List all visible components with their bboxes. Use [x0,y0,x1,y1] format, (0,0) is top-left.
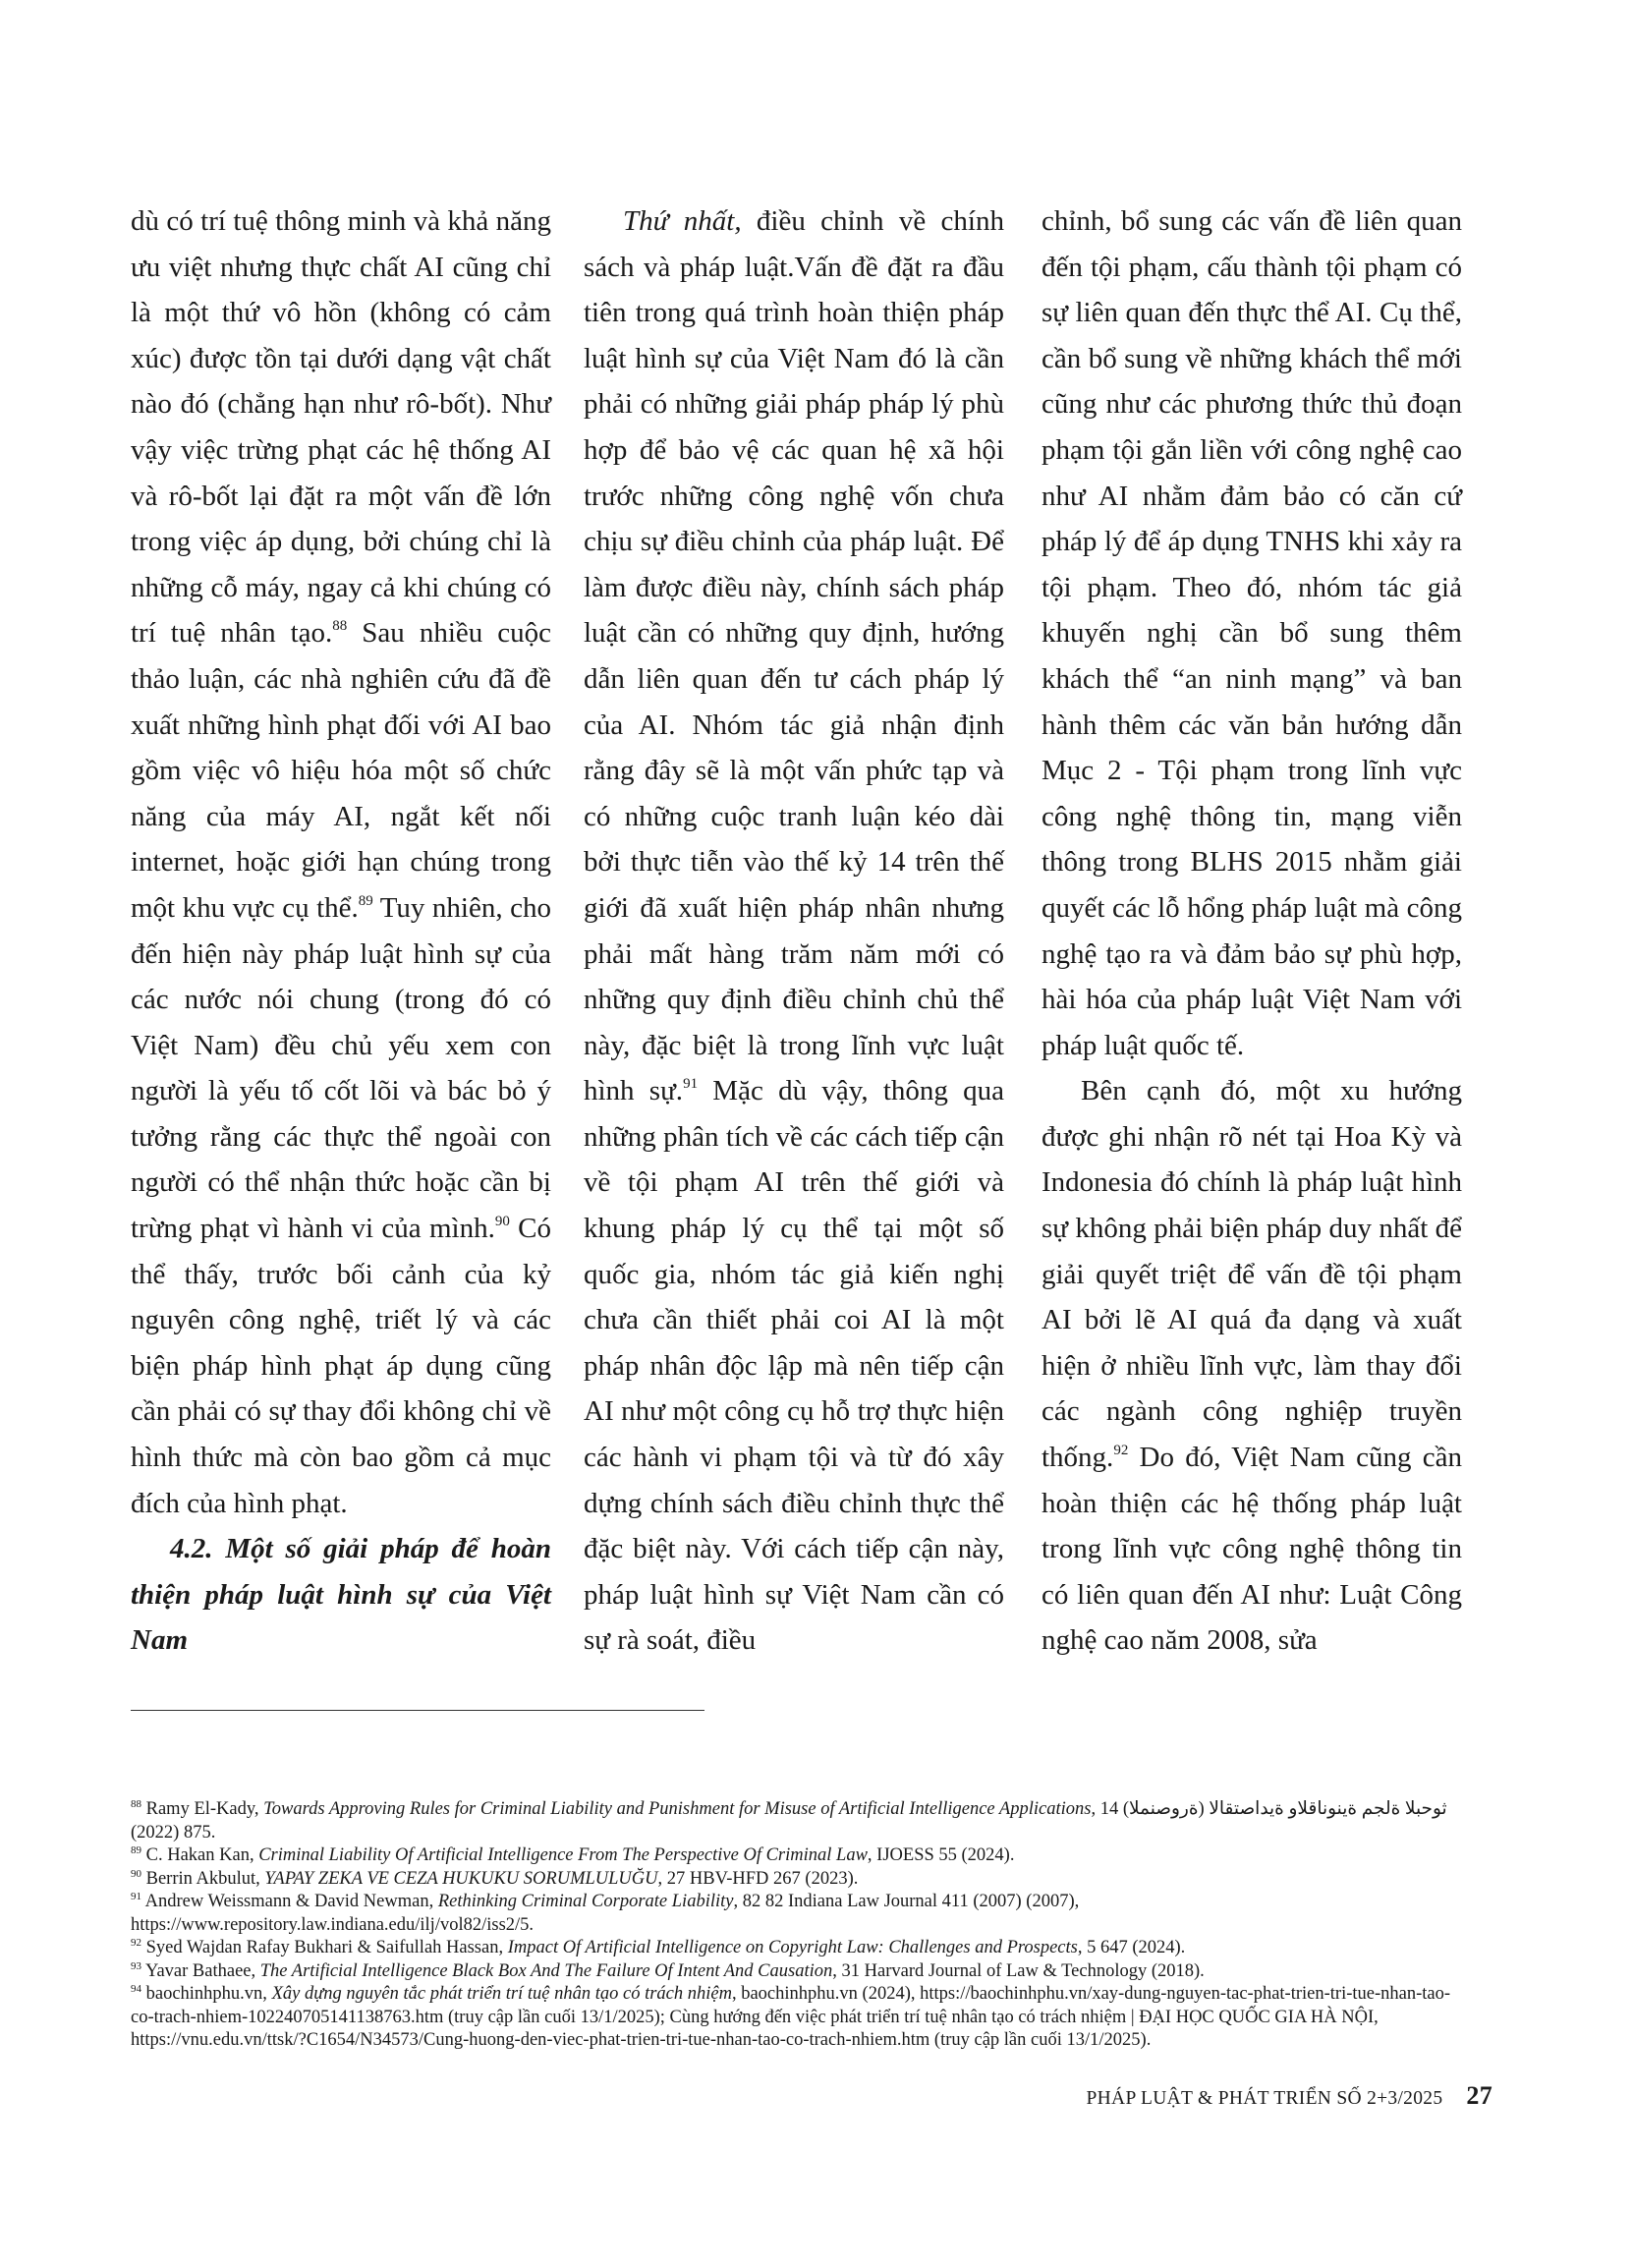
column-left [131,198,551,1664]
body-paragraph: dù có trí tuệ thông minh và khả năng ưu việt nhưng thực chất AI cũng chỉ là một thứ vô hồn (không có cảm xúc) được tồn tại dưới dạng vật chất nào đó (chẳng hạn như rô-bốt). Như vậy việc trừng phạt các hệ thống AI và rô-bốt lại đặt ra một vấn đề lớn trong việc áp dụng, bởi chúng chỉ là những cỗ máy, ngay cả khi chúng có trí tuệ nhân tạo.$^{88}$ Sau nhiều cuộc thảo luận, các nhà nghiên cứu đã đề xuất những hình phạt đối với AI bao gồm việc vô hiệu hóa một số chức năng của máy AI, ngắt kết nối internet, hoặc giới hạn chúng trong một khu vực cụ thể.$^{89}$ Tuy nhiên, cho đến hiện này pháp luật hình sự của các nước nói chung (trong đó có Việt Nam) đều chủ yếu xem con người là yếu tố cốt lõi và bác bỏ ý tưởng rằng các thực thể ngoài con người có thể nhận thức hoặc cần bị trừng phạt vì hành vi của mình.$^{90}$ Có thể thấy, trước bối cảnh của kỷ nguyên công nghệ, triết lý và các biện pháp hình phạt áp dụng cũng cần phải có sự thay đổi không chỉ về hình thức mà còn bao gồm cả mục đích của hình phạt. [131,205,552,1519]
body-paragraph: Thứ nhất, điều chỉnh về chính sách và pháp luật.Vấn đề đặt ra đầu tiên trong quá trình hoàn thiện pháp luật hình sự của Việt Nam đó là cần phải có những giải pháp pháp lý phù hợp để bảo vệ các quan hệ xã hội trước những công nghệ vốn chưa chịu sự điều chỉnh của pháp luật. Để làm được điều này, chính sách pháp luật cần có những quy định, hướng dẫn liên quan đến tư cách pháp lý của AI. Nhóm tác giả nhận định rằng đây sẽ là một vấn phức tạp và có những cuộc tranh luận kéo dài bởi thực tiễn vào thế kỷ 14 trên thế giới đã xuất hiện pháp nhân nhưng phải mất hàng trăm năm mới có những quy định điều chỉnh chủ thể này, đặc biệt là trong lĩnh vực luật hình sự.$^{91}$ Mặc dù vậy, thông qua những phân tích về các cách tiếp cận về tội phạm AI trên thế giới và khung pháp lý cụ thể tại một số quốc gia, nhóm tác giả kiến nghị chưa cần thiết phải coi AI là một pháp nhân độc lập mà nên tiếp cận AI như một công cụ hỗ trợ thực hiện các hành vi phạm tội và từ đó xây dựng chính sách điều chỉnh thực thể đặc biệt này. Với cách tiếp cận này, pháp luật hình sự Việt Nam cần có sự rà soát, điều [584,205,1004,1657]
footnote-divider [131,1710,704,1711]
column-right [1042,198,1462,1664]
footnote-89: $^{89}$ C. Hakan Kan, Criminal Liability Of Artificial Intelligence From The Perspective Of Criminal Law, IJOESS 55 (2024). [131,1844,1015,1865]
footnote-ref[interactable]: 91 [683,1076,699,1093]
footnote-ref[interactable]: 88 [332,618,348,635]
footnote-93: $^{93}$ Yavar Bathaee, The Artificial Intelligence Black Box And The Failure Of Intent And Causation, 31 Harvard Journal of Law & Technology (2018). [131,1959,1205,1981]
section-heading: 4.2. Một số giải pháp để hoàn thiện pháp luật hình sự của Việt Nam [131,1533,551,1657]
page-footer [1087,2081,1492,2111]
footnotes [131,1798,1470,2053]
footnote-ref[interactable]: 92 [1113,1443,1129,1459]
journal-name: PHÁP LUẬT & PHÁT TRIỂN SỐ 2+3/2025 [1086,2088,1443,2109]
footnote-ref[interactable]: 89 [358,892,373,909]
column-middle [584,198,1004,1664]
footnote-90: $^{90}$ Berrin Akbulut, YAPAY ZEKA VE CEZA HUKUKU SORUMLULUĞU, 27 HBV-HFD 267 (2023). [131,1867,859,1889]
footnote-92: $^{92}$ Syed Wajdan Rafay Bukhari & Saifullah Hassan, Impact Of Artificial Intelligence on Copyright Law: Challenges and Prospects, 5 647 (2024). [131,1937,1186,1957]
footnote-ref[interactable]: 90 [494,1214,510,1230]
lead-phrase: Thứ nhất, [623,205,742,237]
body-paragraph: chỉnh, bổ sung các vấn đề liên quan đến tội phạm, cấu thành tội phạm có sự liên quan đến thực thể AI. Cụ thể, cần bổ sung về những khách thể mới cũng như các phương thức thủ đoạn phạm tội gắn liền với công nghệ cao như AI nhằm đảm bảo có căn cứ pháp lý để áp dụng TNHS khi xảy ra tội phạm. Theo đó, nhóm tác giả khuyến nghị cần bổ sung thêm khách thể “an ninh mạng” và ban hành thêm các văn bản hướng dẫn Mục 2 - Tội phạm trong lĩnh vực công nghệ thông tin, mạng viễn thông trong BLHS 2015 nhằm giải quyết các lỗ hổng pháp luật mà công nghệ tạo ra và đảm bảo sự phù hợp, hài hóa của pháp luật Việt Nam với pháp luật quốc tế. [1042,205,1462,1061]
footnote-88: $^{88}$ Ramy El-Kady, Towards Approving Rules for Criminal Liability and Punishment for Misuse of Artificial Intelligence Applications, 14 ثوحبلا ةلجم ةينوناقلاو ةيداصتقالا (ةروصنملا) 875 (2022). [131,1798,1447,1843]
footnote-94: $^{94}$ baochinhphu.vn, Xây dựng nguyên tắc phát triển trí tuệ nhân tạo có trách nhiệm, baochinhphu.vn (2024), https://baochinhphu.vn/xay-dung-nguyen-tac-phat-trien-tri-tue-nhan-tao-co-trach-nhiem-102240705141138763.htm (truy cập lần cuối 13/1/2025); Cùng hướng đến việc phát triển trí tuệ nhân tạo có trách nhiệm | ĐẠI HỌC QUỐC GIA HÀ NỘI, https://vnu.edu.vn/ttsk/?C1654/N34573/Cung-huong-den-viec-phat-trien-tri-tue-nhan-tao-co-trach-nhiem.htm (truy cập lần cuối 13/1/2025). [131,1983,1451,2050]
body-paragraph: Bên cạnh đó, một xu hướng được ghi nhận rõ nét tại Hoa Kỳ và Indonesia đó chính là pháp luật hình sự không phải biện pháp duy nhất để giải quyết triệt để vấn đề tội phạm AI bởi lẽ AI quá đa dạng và xuất hiện ở nhiều lĩnh vực, làm thay đổi các ngành công nghiệp truyền thống.$^{92}$ Do đó, Việt Nam cũng cần hoàn thiện các hệ thống pháp luật trong lĩnh vực công nghệ thông tin có liên quan đến AI như: Luật Công nghệ cao năm 2008, sửa [1042,1075,1462,1657]
footnote-91: $^{91}$ Andrew Weissmann & David Newman, Rethinking Criminal Corporate Liability, 82 82 Indiana Law Journal 411 (2007) (2007), https://www.repository.law.indiana.edu/ilj/vol82/iss2/5. [131,1891,1080,1935]
page-number: 27 [1466,2081,1492,2110]
